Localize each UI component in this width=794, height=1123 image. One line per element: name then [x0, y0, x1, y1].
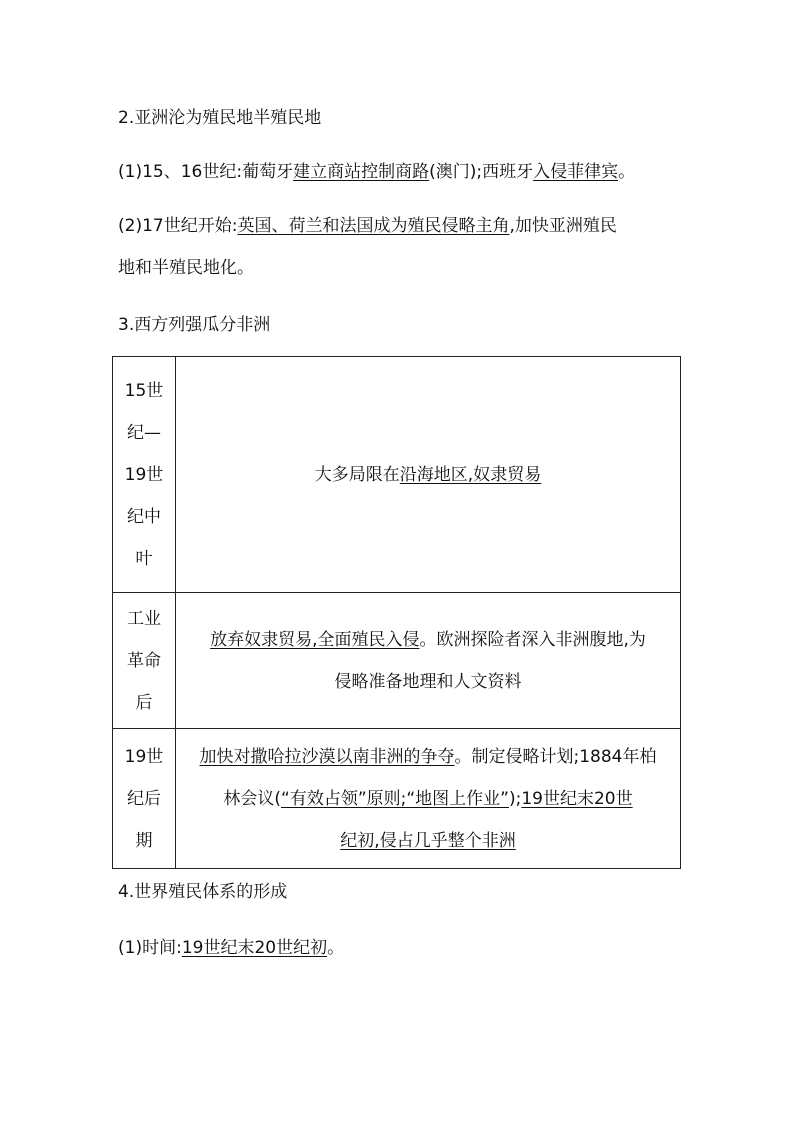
- africa-partition-table: [112, 356, 681, 869]
- table-row: [113, 729, 681, 869]
- row-label: 15世 纪— 19世 纪中 叶: [113, 357, 176, 593]
- row-content: 大多局限在沿海地区,奴隶贸易: [176, 357, 681, 593]
- row-label: 工业 革命 后: [113, 593, 176, 729]
- section-2-item-2: (2)17世纪开始:英国、荷兰和法国成为殖民侵略主角,加快亚洲殖民: [118, 216, 617, 236]
- row-content: 放弃奴隶贸易,全面殖民入侵。欧洲探险者深入非洲腹地,为 侵略准备地理和人文资料: [176, 593, 681, 729]
- row-label: 19世 纪后 期: [113, 729, 176, 869]
- section-2-item-2-cont: 地和半殖民地化。: [118, 258, 254, 278]
- section-3-heading: 3.西方列强瓜分非洲: [118, 315, 271, 335]
- row-content: 加快对撒哈拉沙漠以南非洲的争夺。制定侵略计划;1884年柏 林会议(“有效占领”原则;“地图上作业”);19世纪末20世 纪初,侵占几乎整个非洲: [176, 729, 681, 869]
- section-2-heading: 2.亚洲沦为殖民地半殖民地: [118, 108, 322, 128]
- section-4-item-1: (1)时间:19世纪末20世纪初。: [118, 938, 345, 958]
- table-row: [113, 593, 681, 729]
- table-row: [113, 357, 681, 593]
- section-2-item-1: (1)15、16世纪:葡萄牙建立商站控制商路(澳门);西班牙入侵菲律宾。: [118, 162, 636, 182]
- section-4-heading: 4.世界殖民体系的形成: [118, 882, 288, 902]
